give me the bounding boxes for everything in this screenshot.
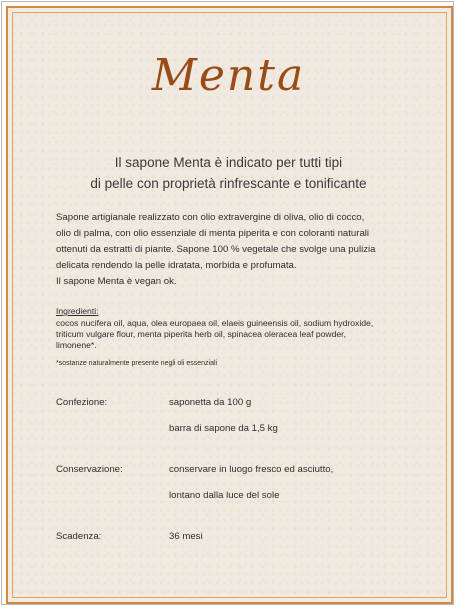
ingredients-line: cocos nucifera oil, aqua, olea europaea oil, elaeis guineensis oil, sodium hydroxide, [56,318,374,328]
storage-label: Conservazione: [56,464,123,475]
packaging-value-2: barra di sapone da 1,5 kg [169,423,278,434]
description-line: Sapone artigianale realizzato con olio extravergine di oliva, olio di cocco, [56,212,365,223]
ingredients-footnote: *sostanze naturalmente presente negli oli essenziali [56,360,218,367]
ingredients-heading [56,306,99,316]
subtitle-line-1: Il sapone Menta è indicato per tutti tipi [114,155,343,170]
product-title: Menta [151,50,306,101]
ingredients-list [56,318,404,351]
packaging-value-1: saponetta da 100 g [169,397,252,408]
storage-value-2: lontano dalla luce del sole [169,490,280,501]
description-line: olio di palma, con olio essenziale di menta piperita e con coloranti naturali [56,228,370,239]
expiry-label: Scadenza: [56,531,102,542]
expiry-value: 36 mesi [169,531,203,542]
ingredients-heading-colon: : [96,306,99,316]
ingredients-line: triticum vulgare flour, menta piperita herb oil, spinacea oleracea leaf powder, [56,329,346,339]
description-line: ottenuti da estratti di piante. Sapone 100 % vegetale che svolge una pulizia [56,244,376,255]
description-line: delicata rendendo la pelle idratata, morbida e profumata. [56,260,297,271]
packaging-label: Confezione: [56,397,108,408]
description-line: Il sapone Menta è vegan ok. [56,276,177,287]
ingredients-heading-text: Ingredienti [56,306,97,316]
product-description [56,210,406,290]
ingredients-line: limonene*. [56,340,97,350]
storage-value-1: conservare in luogo fresco ed asciutto, [169,464,334,475]
subtitle-line-2: di pelle con proprietà rinfrescante e tonificante [90,176,367,191]
product-subtitle [0,152,457,194]
